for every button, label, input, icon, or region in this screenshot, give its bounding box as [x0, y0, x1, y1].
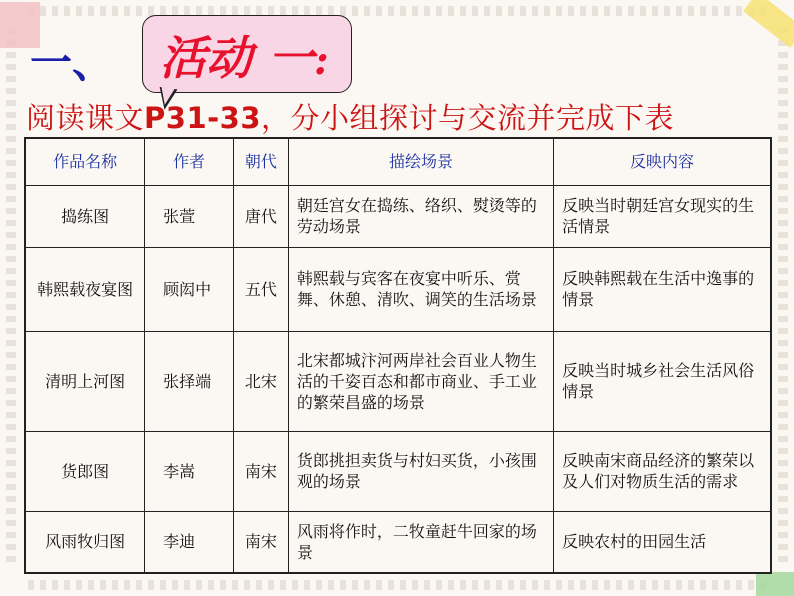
instruction-pages: P31-33: [144, 101, 262, 135]
header-work-name: 作品名称: [25, 138, 145, 185]
table-row: [25, 331, 771, 431]
work-dynasty: 北宋: [233, 331, 288, 431]
table-row: [25, 431, 771, 511]
work-name: 捣练图: [25, 185, 145, 247]
activity-number: 一: [268, 31, 315, 85]
green-tape-decoration: [756, 572, 794, 596]
work-scene: 风雨将作时，二牧童赶牛回家的场景: [288, 511, 553, 573]
notebook-edge-bottom: [28, 580, 766, 590]
instruction-text: [26, 96, 674, 137]
yellow-tape-decoration: [743, 0, 794, 48]
work-dynasty: 南宋: [233, 431, 288, 511]
artwork-table: [24, 137, 772, 574]
table-row: [25, 511, 771, 573]
work-name: 风雨牧归图: [25, 511, 145, 573]
notebook-edge-top: [28, 6, 766, 16]
notebook-edge-left: [6, 28, 16, 568]
section-number: 一、: [30, 38, 115, 87]
work-author: 李嵩: [145, 431, 234, 511]
work-reflection: 反映农村的田园生活: [554, 511, 771, 573]
table-row: [25, 185, 771, 247]
work-reflection: 反映当时城乡社会生活风俗情景: [554, 331, 771, 431]
activity-label: 活动: [160, 31, 252, 85]
work-reflection: 反映韩熙载在生活中逸事的情景: [554, 247, 771, 331]
instruction-suffix: ，分小组探讨与交流并完成下表: [261, 101, 675, 135]
work-dynasty: 唐代: [233, 185, 288, 247]
table-header-row: [25, 138, 771, 185]
activity-title: [160, 22, 329, 88]
work-name: 韩熙载夜宴图: [25, 247, 145, 331]
work-scene: 韩熙载与宾客在夜宴中听乐、赏舞、休憩、清吹、调笑的生活场景: [288, 247, 553, 331]
work-author: 李迪: [145, 511, 234, 573]
work-scene: 北宋都城汴河两岸社会百业人物生活的千姿百态和都市商业、手工业的繁荣昌盛的场景: [288, 331, 553, 431]
work-scene: 朝廷宫女在捣练、络织、熨烫等的劳动场景: [288, 185, 553, 247]
header-dynasty: 朝代: [233, 138, 288, 185]
activity-colon: :: [314, 37, 329, 84]
work-scene: 货郎挑担卖货与村妇买货，小孩围观的场景: [288, 431, 553, 511]
table-row: [25, 247, 771, 331]
header-author: 作者: [145, 138, 234, 185]
notebook-edge-right: [778, 28, 788, 568]
work-author: 张择端: [145, 331, 234, 431]
work-name: 清明上河图: [25, 331, 145, 431]
instruction-prefix: 阅读课文: [26, 101, 145, 135]
work-reflection: 反映当时朝廷宫女现实的生活情景: [554, 185, 771, 247]
work-author: 顾闳中: [145, 247, 234, 331]
header-scene: 描绘场景: [288, 138, 553, 185]
work-reflection: 反映南宋商品经济的繁荣以及人们对物质生活的需求: [554, 431, 771, 511]
header-reflection: 反映内容: [554, 138, 771, 185]
work-dynasty: 南宋: [233, 511, 288, 573]
work-name: 货郎图: [25, 431, 145, 511]
work-dynasty: 五代: [233, 247, 288, 331]
work-author: 张萱: [145, 185, 234, 247]
